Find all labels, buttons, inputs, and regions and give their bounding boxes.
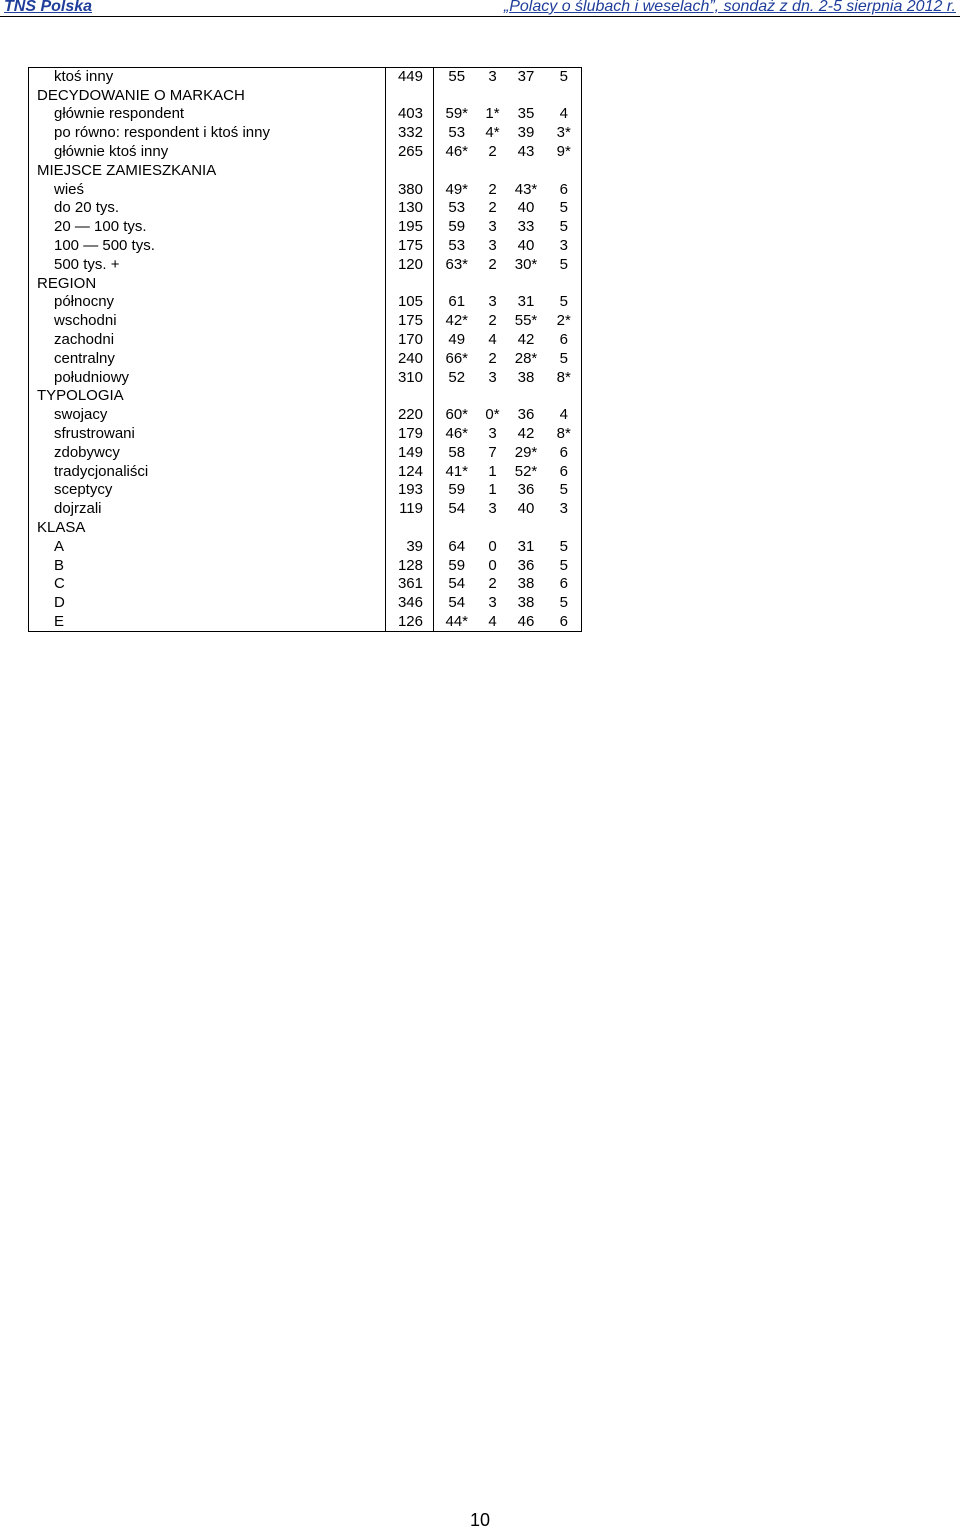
value-cell-4: 5 xyxy=(547,537,582,556)
value-cell-4: 5 xyxy=(547,556,582,575)
value-cell-2: 7 xyxy=(488,443,497,461)
value-cell-3: 31 xyxy=(517,293,535,311)
value-cell-2 xyxy=(480,86,506,105)
value-cell-3: 55* xyxy=(514,312,538,330)
value-cell-3 xyxy=(506,86,547,105)
table-row xyxy=(29,368,582,387)
value-cell-1 xyxy=(434,86,480,105)
sample-size-cell: 179 xyxy=(386,425,434,444)
table-row xyxy=(29,331,582,350)
value-cell-2: 2 xyxy=(488,143,497,161)
value-cell-3: 28* xyxy=(514,349,538,367)
value-cell-4: 8* xyxy=(547,368,582,387)
value-cell-1 xyxy=(434,387,480,406)
row-label: zachodni xyxy=(29,331,386,350)
sample-size-cell: 380 xyxy=(386,180,434,199)
value-cell-3: 37 xyxy=(506,68,547,87)
value-cell-4: 6 xyxy=(547,575,582,594)
value-cell-2: 3 xyxy=(488,237,497,255)
value-cell-2: 0 xyxy=(488,537,497,555)
value-cell-4: 8* xyxy=(547,425,582,444)
value-cell-1: 58 xyxy=(434,443,480,462)
table-row xyxy=(29,255,582,274)
value-cell-3: 52* xyxy=(514,462,538,480)
table-row xyxy=(29,443,582,462)
value-cell-1: 61 xyxy=(434,293,480,312)
row-label: B xyxy=(29,556,386,575)
row-label: tradycjonaliści xyxy=(29,462,386,481)
value-cell-1: 55 xyxy=(434,68,480,87)
row-label: 500 tys. + xyxy=(29,255,386,274)
sample-size-cell: 130 xyxy=(386,199,434,218)
value-cell-1: 42* xyxy=(434,312,480,331)
value-cell-1: 54 xyxy=(434,575,480,594)
value-cell-4: 4 xyxy=(547,406,582,425)
value-cell-4: 6 xyxy=(547,443,582,462)
value-cell-2: 3 xyxy=(488,500,497,518)
value-cell-3 xyxy=(506,161,547,180)
value-cell-2: 1* xyxy=(485,105,500,123)
sample-size-cell: 170 xyxy=(386,331,434,350)
value-cell-4: 5 xyxy=(547,594,582,613)
table-row xyxy=(29,462,582,481)
value-cell-1: 59 xyxy=(434,218,480,237)
value-cell-2 xyxy=(480,274,506,293)
value-cell-4: 9* xyxy=(547,143,582,162)
value-cell-2: 0 xyxy=(488,556,497,574)
value-cell-3 xyxy=(506,519,547,538)
value-cell-1: 54 xyxy=(434,594,480,613)
row-label: DECYDOWANIE O MARKACH xyxy=(29,86,386,105)
sample-size-cell: 126 xyxy=(386,613,434,632)
page-header xyxy=(0,0,960,17)
value-cell-3: 38 xyxy=(517,368,535,386)
value-cell-3: 36 xyxy=(517,481,535,499)
sample-size-cell xyxy=(386,161,434,180)
value-cell-4: 6 xyxy=(547,613,582,632)
row-label: centralny xyxy=(29,349,386,368)
value-cell-1: 53 xyxy=(434,124,480,143)
sample-size-cell: 265 xyxy=(386,143,434,162)
sample-size-cell: 403 xyxy=(386,105,434,124)
sample-size-cell: 149 xyxy=(386,443,434,462)
row-label: zdobywcy xyxy=(29,443,386,462)
value-cell-4: 5 xyxy=(547,68,582,87)
row-label: 20 — 100 tys. xyxy=(29,218,386,237)
value-cell-2: 2 xyxy=(488,349,497,367)
sample-size-cell xyxy=(386,274,434,293)
value-cell-3: 36 xyxy=(517,556,535,574)
sample-size-cell: 240 xyxy=(386,349,434,368)
value-cell-2: 3 xyxy=(488,368,497,386)
sample-size-cell xyxy=(386,519,434,538)
sample-size-cell xyxy=(386,86,434,105)
value-cell-2: 2 xyxy=(488,199,497,217)
value-cell-3: 39 xyxy=(517,124,535,142)
value-cell-4: 5 xyxy=(547,349,582,368)
value-cell-2 xyxy=(480,387,506,406)
value-cell-4: 3 xyxy=(547,237,582,256)
row-label: KLASA xyxy=(29,519,386,538)
value-cell-2: 3 xyxy=(480,68,506,87)
row-label: południowy xyxy=(29,368,386,387)
value-cell-2: 4 xyxy=(488,331,497,349)
value-cell-1: 52 xyxy=(434,368,480,387)
value-cell-1: 53 xyxy=(434,237,480,256)
value-cell-2 xyxy=(480,519,506,538)
value-cell-2: 3 xyxy=(488,594,497,612)
value-cell-1 xyxy=(434,519,480,538)
value-cell-2: 2 xyxy=(488,312,497,330)
section-header-row xyxy=(29,519,582,538)
row-label: głównie respondent xyxy=(29,105,386,124)
table-row xyxy=(29,68,582,87)
value-cell-2: 3 xyxy=(488,218,497,236)
row-label: REGION xyxy=(29,274,386,293)
value-cell-2: 2 xyxy=(488,180,497,198)
sample-size-cell xyxy=(386,387,434,406)
sample-size-cell: 120 xyxy=(386,255,434,274)
value-cell-1: 46* xyxy=(434,143,480,162)
sample-size-cell: 346 xyxy=(386,594,434,613)
header-report-title: „Polacy o ślubach i weselach”, sondaż z dn. 2-5 sierpnia 2012 r. xyxy=(503,0,956,15)
value-cell-4: 5 xyxy=(547,481,582,500)
row-label: D xyxy=(29,594,386,613)
row-label: do 20 tys. xyxy=(29,199,386,218)
table-row xyxy=(29,406,582,425)
row-label: po równo: respondent i ktoś inny xyxy=(29,124,386,143)
table-row xyxy=(29,481,582,500)
value-cell-4 xyxy=(547,86,582,105)
row-label: dojrzali xyxy=(29,500,386,519)
sample-size-cell: 175 xyxy=(386,237,434,256)
row-label: swojacy xyxy=(29,406,386,425)
value-cell-1: 49* xyxy=(434,180,480,199)
row-label: sceptycy xyxy=(29,481,386,500)
value-cell-3: 40 xyxy=(517,500,535,518)
value-cell-3: 43 xyxy=(517,143,535,161)
table-row xyxy=(29,594,582,613)
value-cell-1: 53 xyxy=(434,199,480,218)
table-row xyxy=(29,556,582,575)
section-header-row xyxy=(29,387,582,406)
value-cell-3: 42 xyxy=(517,331,535,349)
header-company: TNS Polska xyxy=(4,0,93,15)
table-row xyxy=(29,124,582,143)
value-cell-2: 3 xyxy=(488,425,497,443)
section-header-row xyxy=(29,161,582,180)
value-cell-1: 59 xyxy=(434,481,480,500)
sample-size-cell: 105 xyxy=(386,293,434,312)
value-cell-3 xyxy=(506,274,547,293)
value-cell-2: 0* xyxy=(485,406,500,424)
value-cell-3: 40 xyxy=(517,199,535,217)
value-cell-3: 46 xyxy=(506,613,547,632)
value-cell-1: 66* xyxy=(434,349,480,368)
value-cell-4: 6 xyxy=(547,331,582,350)
value-cell-2 xyxy=(480,161,506,180)
value-cell-4: 5 xyxy=(547,199,582,218)
value-cell-3: 38 xyxy=(517,594,535,612)
value-cell-1: 46* xyxy=(434,425,480,444)
value-cell-4: 6 xyxy=(547,180,582,199)
value-cell-4: 3* xyxy=(547,124,582,143)
value-cell-4: 6 xyxy=(547,462,582,481)
value-cell-2: 2 xyxy=(488,255,497,273)
value-cell-4: 5 xyxy=(547,255,582,274)
value-cell-3: 40 xyxy=(517,237,535,255)
table-row xyxy=(29,500,582,519)
value-cell-2: 1 xyxy=(488,462,497,480)
table-row xyxy=(29,105,582,124)
value-cell-3: 29* xyxy=(514,443,538,461)
row-label: C xyxy=(29,575,386,594)
table-row xyxy=(29,349,582,368)
value-cell-3: 42 xyxy=(517,425,535,443)
sample-size-cell: 128 xyxy=(386,556,434,575)
value-cell-2: 2 xyxy=(488,575,497,593)
row-label: TYPOLOGIA xyxy=(29,387,386,406)
sample-size-cell: 361 xyxy=(386,575,434,594)
value-cell-1: 59* xyxy=(434,105,480,124)
row-label: A xyxy=(29,537,386,556)
row-label: północny xyxy=(29,293,386,312)
value-cell-4 xyxy=(547,387,582,406)
sample-size-cell: 332 xyxy=(386,124,434,143)
sample-size-cell: 193 xyxy=(386,481,434,500)
value-cell-1 xyxy=(434,161,480,180)
value-cell-4: 5 xyxy=(547,218,582,237)
sample-size-cell: 124 xyxy=(386,462,434,481)
value-cell-1: 54 xyxy=(434,500,480,519)
row-label: 100 — 500 tys. xyxy=(29,237,386,256)
sample-size-cell: 119 xyxy=(386,500,434,519)
table-row xyxy=(29,293,582,312)
value-cell-3: 35 xyxy=(517,105,535,123)
value-cell-4 xyxy=(547,161,582,180)
table-row xyxy=(29,613,582,632)
sample-size-cell: 449 xyxy=(386,68,434,87)
value-cell-3 xyxy=(506,387,547,406)
value-cell-2: 1 xyxy=(488,481,497,499)
sample-size-cell: 195 xyxy=(386,218,434,237)
table-row xyxy=(29,575,582,594)
value-cell-4 xyxy=(547,519,582,538)
value-cell-1: 44* xyxy=(434,613,480,632)
section-header-row xyxy=(29,274,582,293)
value-cell-2: 4* xyxy=(485,124,500,142)
value-cell-4: 4 xyxy=(547,105,582,124)
sample-size-cell: 310 xyxy=(386,368,434,387)
value-cell-3: 33 xyxy=(517,218,535,236)
value-cell-1: 41* xyxy=(434,462,480,481)
row-label: wieś xyxy=(29,180,386,199)
row-label: sfrustrowani xyxy=(29,425,386,444)
value-cell-1: 63* xyxy=(434,255,480,274)
value-cell-3: 36 xyxy=(517,406,535,424)
value-cell-3: 38 xyxy=(517,575,535,593)
sample-size-cell: 175 xyxy=(386,312,434,331)
section-header-row xyxy=(29,86,582,105)
table-row xyxy=(29,425,582,444)
value-cell-2: 3 xyxy=(488,293,497,311)
results-table-body xyxy=(29,68,582,632)
table-row xyxy=(29,218,582,237)
row-label: MIEJSCE ZAMIESZKANIA xyxy=(29,161,386,180)
value-cell-2: 4 xyxy=(480,613,506,632)
row-label: E xyxy=(29,613,386,632)
value-cell-3: 30* xyxy=(514,255,538,273)
table-row xyxy=(29,237,582,256)
sample-size-cell: 220 xyxy=(386,406,434,425)
value-cell-1 xyxy=(434,274,480,293)
value-cell-4: 5 xyxy=(547,293,582,312)
table-row xyxy=(29,199,582,218)
table-row xyxy=(29,180,582,199)
value-cell-1: 64 xyxy=(434,537,480,556)
row-label: wschodni xyxy=(29,312,386,331)
row-label: ktoś inny xyxy=(29,68,386,87)
results-table xyxy=(28,67,582,632)
value-cell-1: 59 xyxy=(434,556,480,575)
value-cell-3: 31 xyxy=(517,537,535,555)
table-row xyxy=(29,537,582,556)
value-cell-4 xyxy=(547,274,582,293)
sample-size-cell: 39 xyxy=(386,537,434,556)
table-row xyxy=(29,143,582,162)
value-cell-1: 60* xyxy=(434,406,480,425)
page-number: 10 xyxy=(469,1510,491,1530)
table-row xyxy=(29,312,582,331)
value-cell-1: 49 xyxy=(434,331,480,350)
value-cell-3: 43* xyxy=(514,180,538,198)
value-cell-4: 2* xyxy=(547,312,582,331)
value-cell-4: 3 xyxy=(547,500,582,519)
row-label: głównie ktoś inny xyxy=(29,143,386,162)
